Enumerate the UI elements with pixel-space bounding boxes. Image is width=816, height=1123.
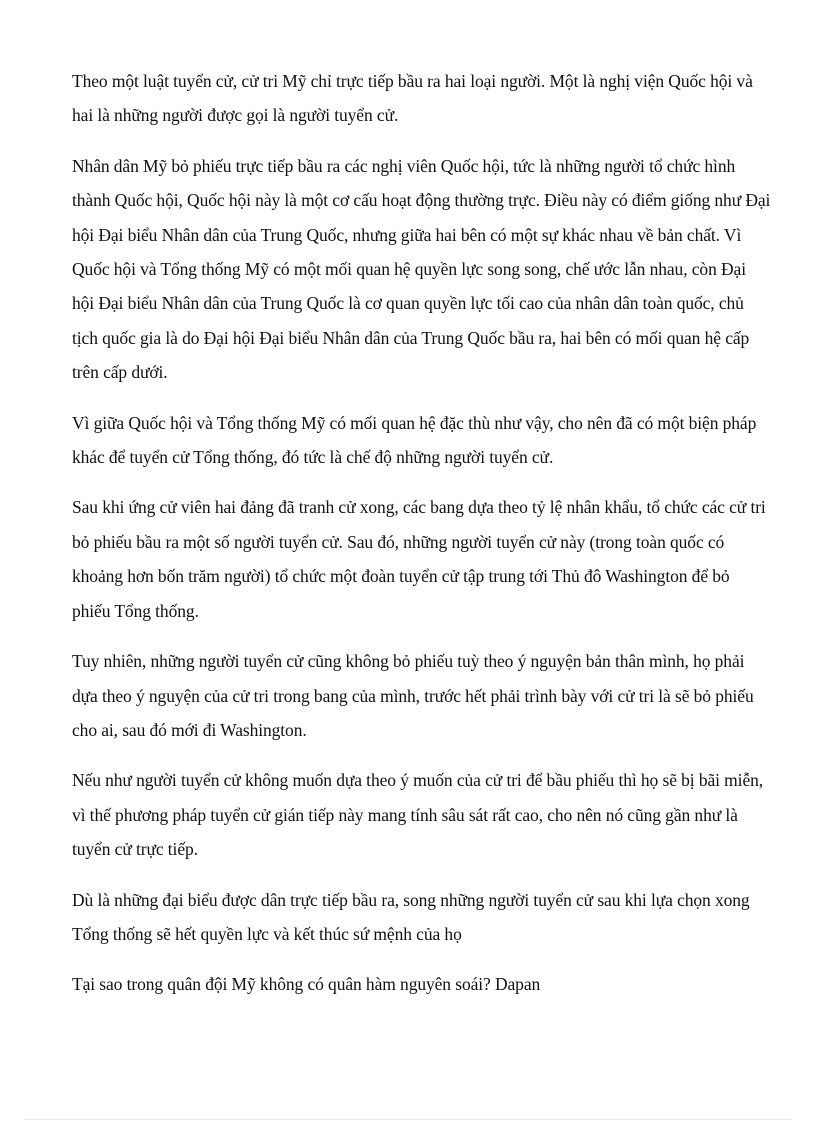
paragraph-6: Nếu như người tuyển cử không muốn dựa theo ý muốn của cử tri để bầu phiếu thì họ sẽ bị bãi miễn, vì thế phương pháp tuyển cử gián tiếp này mang tính sâu sát rất cao, cho nên nó cũng gần như là tuyển cử trực tiếp.	[72, 770, 764, 860]
paragraph-7: Dù là những đại biểu được dân trực tiếp bầu ra, song những người tuyển cử sau khi lựa chọn xong Tổng thống sẽ hết quyền lực và kết thúc sứ mệnh của họ	[72, 889, 750, 944]
paragraph-1: Theo một luật tuyển cử, cử tri Mỹ chỉ trực tiếp bầu ra hai loại người. Một là nghị viện Quốc hội và hai là những người được gọi là người tuyển cử.	[72, 71, 753, 126]
paragraph-5: Tuy nhiên, những người tuyển cử cũng không bỏ phiếu tuỳ theo ý nguyện bản thân mình, họ phải dựa theo ý nguyện của cử tri trong bang của mình, trước hết phải trình bày với cử tri là sẽ bỏ phiếu cho ai, sau đó mới đi Washington.	[72, 651, 754, 740]
paragraph-8: Tại sao trong quân đội Mỹ không có quân hàm nguyên soái? Dapan	[72, 974, 541, 995]
paragraph-2: Nhân dân Mỹ bỏ phiếu trực tiếp bầu ra các nghị viên Quốc hội, tức là những người tổ chức hình thành Quốc hội, Quốc hội này là một cơ cấu hoạt động thường trực. Điều này có điểm giống như Đại hội Đại biểu Nhân dân của Trung Quốc, nhưng giữa hai bên có một sự khác nhau về bản chất. Vì Quốc hội và Tổng thống Mỹ có một mối quan hệ quyền lực song song, chế ước lẫn nhau, còn Đại hội Đại biểu Nhân dân của Trung Quốc là cơ quan quyền lực tối cao của nhân dân toàn quốc, chủ tịch quốc gia là do Đại hội Đại biểu Nhân dân của Trung Quốc bầu ra, hai bên có mối quan hệ cấp trên cấp dưới.	[72, 155, 771, 383]
page-bottom-divider	[24, 1119, 792, 1120]
document-body	[72, 64, 772, 1018]
paragraph-3: Vì giữa Quốc hội và Tổng thống Mỹ có mối quan hệ đặc thù như vậy, cho nên đã có một biện pháp khác để tuyển cử Tổng thống, đó tức là chế độ những người tuyển cử.	[72, 412, 757, 468]
paragraph-4: Sau khi ứng cử viên hai đảng đã tranh cử xong, các bang dựa theo tỷ lệ nhân khẩu, tổ chức các cử tri bỏ phiếu bầu ra một số người tuyển cử. Sau đó, những người tuyển cử này (trong toàn quốc có khoảng hơn bốn trăm người) tổ chức một đoàn tuyển cử tập trung tới Thủ đô Washington để bỏ phiếu Tổng thống.	[72, 497, 766, 621]
